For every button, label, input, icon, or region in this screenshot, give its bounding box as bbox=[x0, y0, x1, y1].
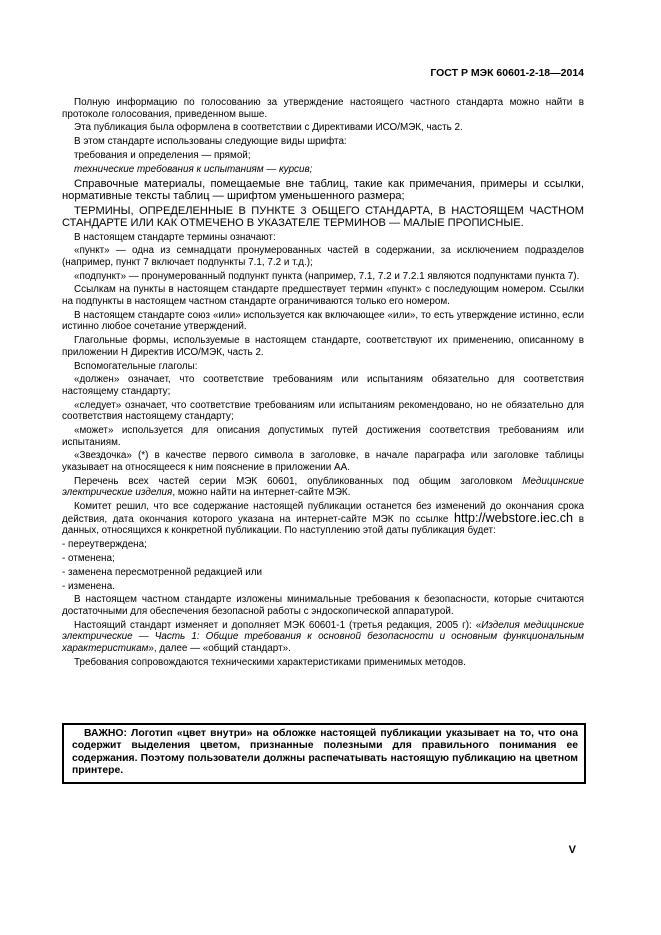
paragraph-minimal-requirements: В настоящем частном стандарте изложены минимальные требования к безопасности, которые считаются достаточными для обеспечения безопасной работы с эндоскопической аппаратурой. bbox=[62, 594, 584, 617]
paragraph-fonts-requirements: требования и определения — прямой; bbox=[74, 149, 251, 161]
important-notice-box: ВАЖНО: Логотип «цвет внутри» на обложке настоящей публикации указывает на то, что она содержит выделения цветом, признанные полезными для правильного понимания ее содержания. Поэтому пользователи должны распечатывать настоящую публикацию на цветном принтере. bbox=[62, 723, 586, 784]
paragraph-fonts-terms: ТЕРМИНЫ, ОПРЕДЕЛЕННЫЕ В ПУНКТЕ 3 ОБЩЕГО СТАНДАРТА, В НАСТОЯЩЕМ ЧАСТНОМ СТАНДАРТЕ ИЛИ КАК ОТМЕЧЕНО В УКАЗАТЕЛЕ ТЕРМИНОВ — МАЛЫЕ ПРОПИСНЫЕ. bbox=[62, 204, 584, 229]
paragraph-fonts-reference: Справочные материалы, помещаемые вне таблиц, такие как примечания, примеры и ссылки, нормативные тексты таблиц — шрифтом уменьшенного размера; bbox=[62, 177, 584, 202]
document-header: ГОСТ Р МЭК 60601-2-18—2014 bbox=[430, 67, 584, 79]
paragraph-verb-shall: «должен» означает, что соответствие требованиям или испытаниям обязательно для соответствия настоящему стандарту; bbox=[62, 374, 584, 397]
list-item: - отменена; bbox=[62, 552, 115, 564]
paragraph-or-conjunction: В настоящем стандарте союз «или» используется как включающее «или», то есть утверждение истинно, если истинно любое сочетание утверждений. bbox=[62, 309, 584, 333]
webstore-link[interactable]: http://webstore.iec.ch bbox=[454, 510, 574, 525]
paragraph-committee: Комитет решил, что все содержание настоящей публикации останется без изменений до окончания срока действия, дата окончания которого указана на интернет-сайте МЭК по ссылке http://webstore.iec.ch в данных, относящихся к конкретной публикации. По наступлению этой даты публикация будет: bbox=[62, 501, 584, 537]
list-item: - заменена пересмотренной редакцией или bbox=[62, 566, 263, 578]
paragraph-term-subclause: «подпункт» — пронумерованный подпункт пункта (например, 7.1, 7.2 и 7.2.1 являются подпунктами пункта 7). bbox=[74, 270, 580, 282]
paragraph-verb-may: «может» используется для описания допустимых путей достижения соответствия требованиям или испытаниям. bbox=[62, 425, 584, 448]
paragraph-fonts-tests: технические требования к испытаниям — курсив; bbox=[74, 163, 313, 175]
paragraph-methods: Требования сопровождаются техническими характеристиками применимых методов. bbox=[74, 656, 466, 668]
paragraph-voting: Полную информацию по голосованию за утверждение настоящего частного стандарта можно найти в протоколе голосования, приведенном выше. bbox=[62, 97, 584, 120]
page-number: V bbox=[568, 844, 576, 856]
paragraph-fonts-intro: В этом стандарте использованы следующие виды шрифта: bbox=[74, 136, 347, 148]
paragraph-directives: Эта публикация была оформлена в соответствии с Директивами ИСО/МЭК, часть 2. bbox=[74, 122, 463, 134]
paragraph-asterisk: «Звездочка» (*) в качестве первого символа в заголовке, в начале параграфа или заголовке таблицы указывает на относящееся к ним пояснение в приложении АА. bbox=[62, 450, 584, 474]
list-item: - изменена. bbox=[62, 580, 115, 592]
paragraph-series-list: Перечень всех частей серии МЭК 60601, опубликованных под общим заголовком Медицинские электрические изделия, можно найти на интернет-сайте МЭК. bbox=[62, 475, 584, 499]
list-item: - переутверждена; bbox=[62, 539, 147, 551]
body-text bbox=[62, 97, 584, 670]
paragraph-terms-intro: В настоящем стандарте термины означают: bbox=[74, 231, 276, 243]
paragraph-clause-references: Ссылкам на пункты в настоящем стандарте предшествует термин «пункт» с последующим номером. Ссылки на подпункты в настоящем частном стандарте ограничиваются только его номером. bbox=[62, 284, 584, 308]
paragraph-auxiliary-verbs: Вспомогательные глаголы: bbox=[74, 360, 198, 372]
paragraph-term-clause: «пункт» — одна из семнадцати пронумерованных частей в содержании, за исключением подразделов (например, пункт 7 включает подпункты 7.1, 7.2 и т.д.); bbox=[62, 245, 584, 268]
paragraph-verbal-forms: Глагольные формы, используемые в настоящем стандарте, соответствуют их применению, описанному в приложении Н Директив ИСО/МЭК, часть 2. bbox=[62, 335, 584, 358]
paragraph-verb-should: «следует» означает, что соответствие требованиям или испытаниям рекомендовано, но не обязательно для соответствия настоящему стандарту; bbox=[62, 399, 584, 423]
paragraph-general-standard: Настоящий стандарт изменяет и дополняет МЭК 60601-1 (третья редакция, 2005 г): «Изделия медицинские электрические — Часть 1: Общие требования к основной безопасности и основным функциональным характеристикам», далее — «общий стандарт». bbox=[62, 619, 584, 654]
